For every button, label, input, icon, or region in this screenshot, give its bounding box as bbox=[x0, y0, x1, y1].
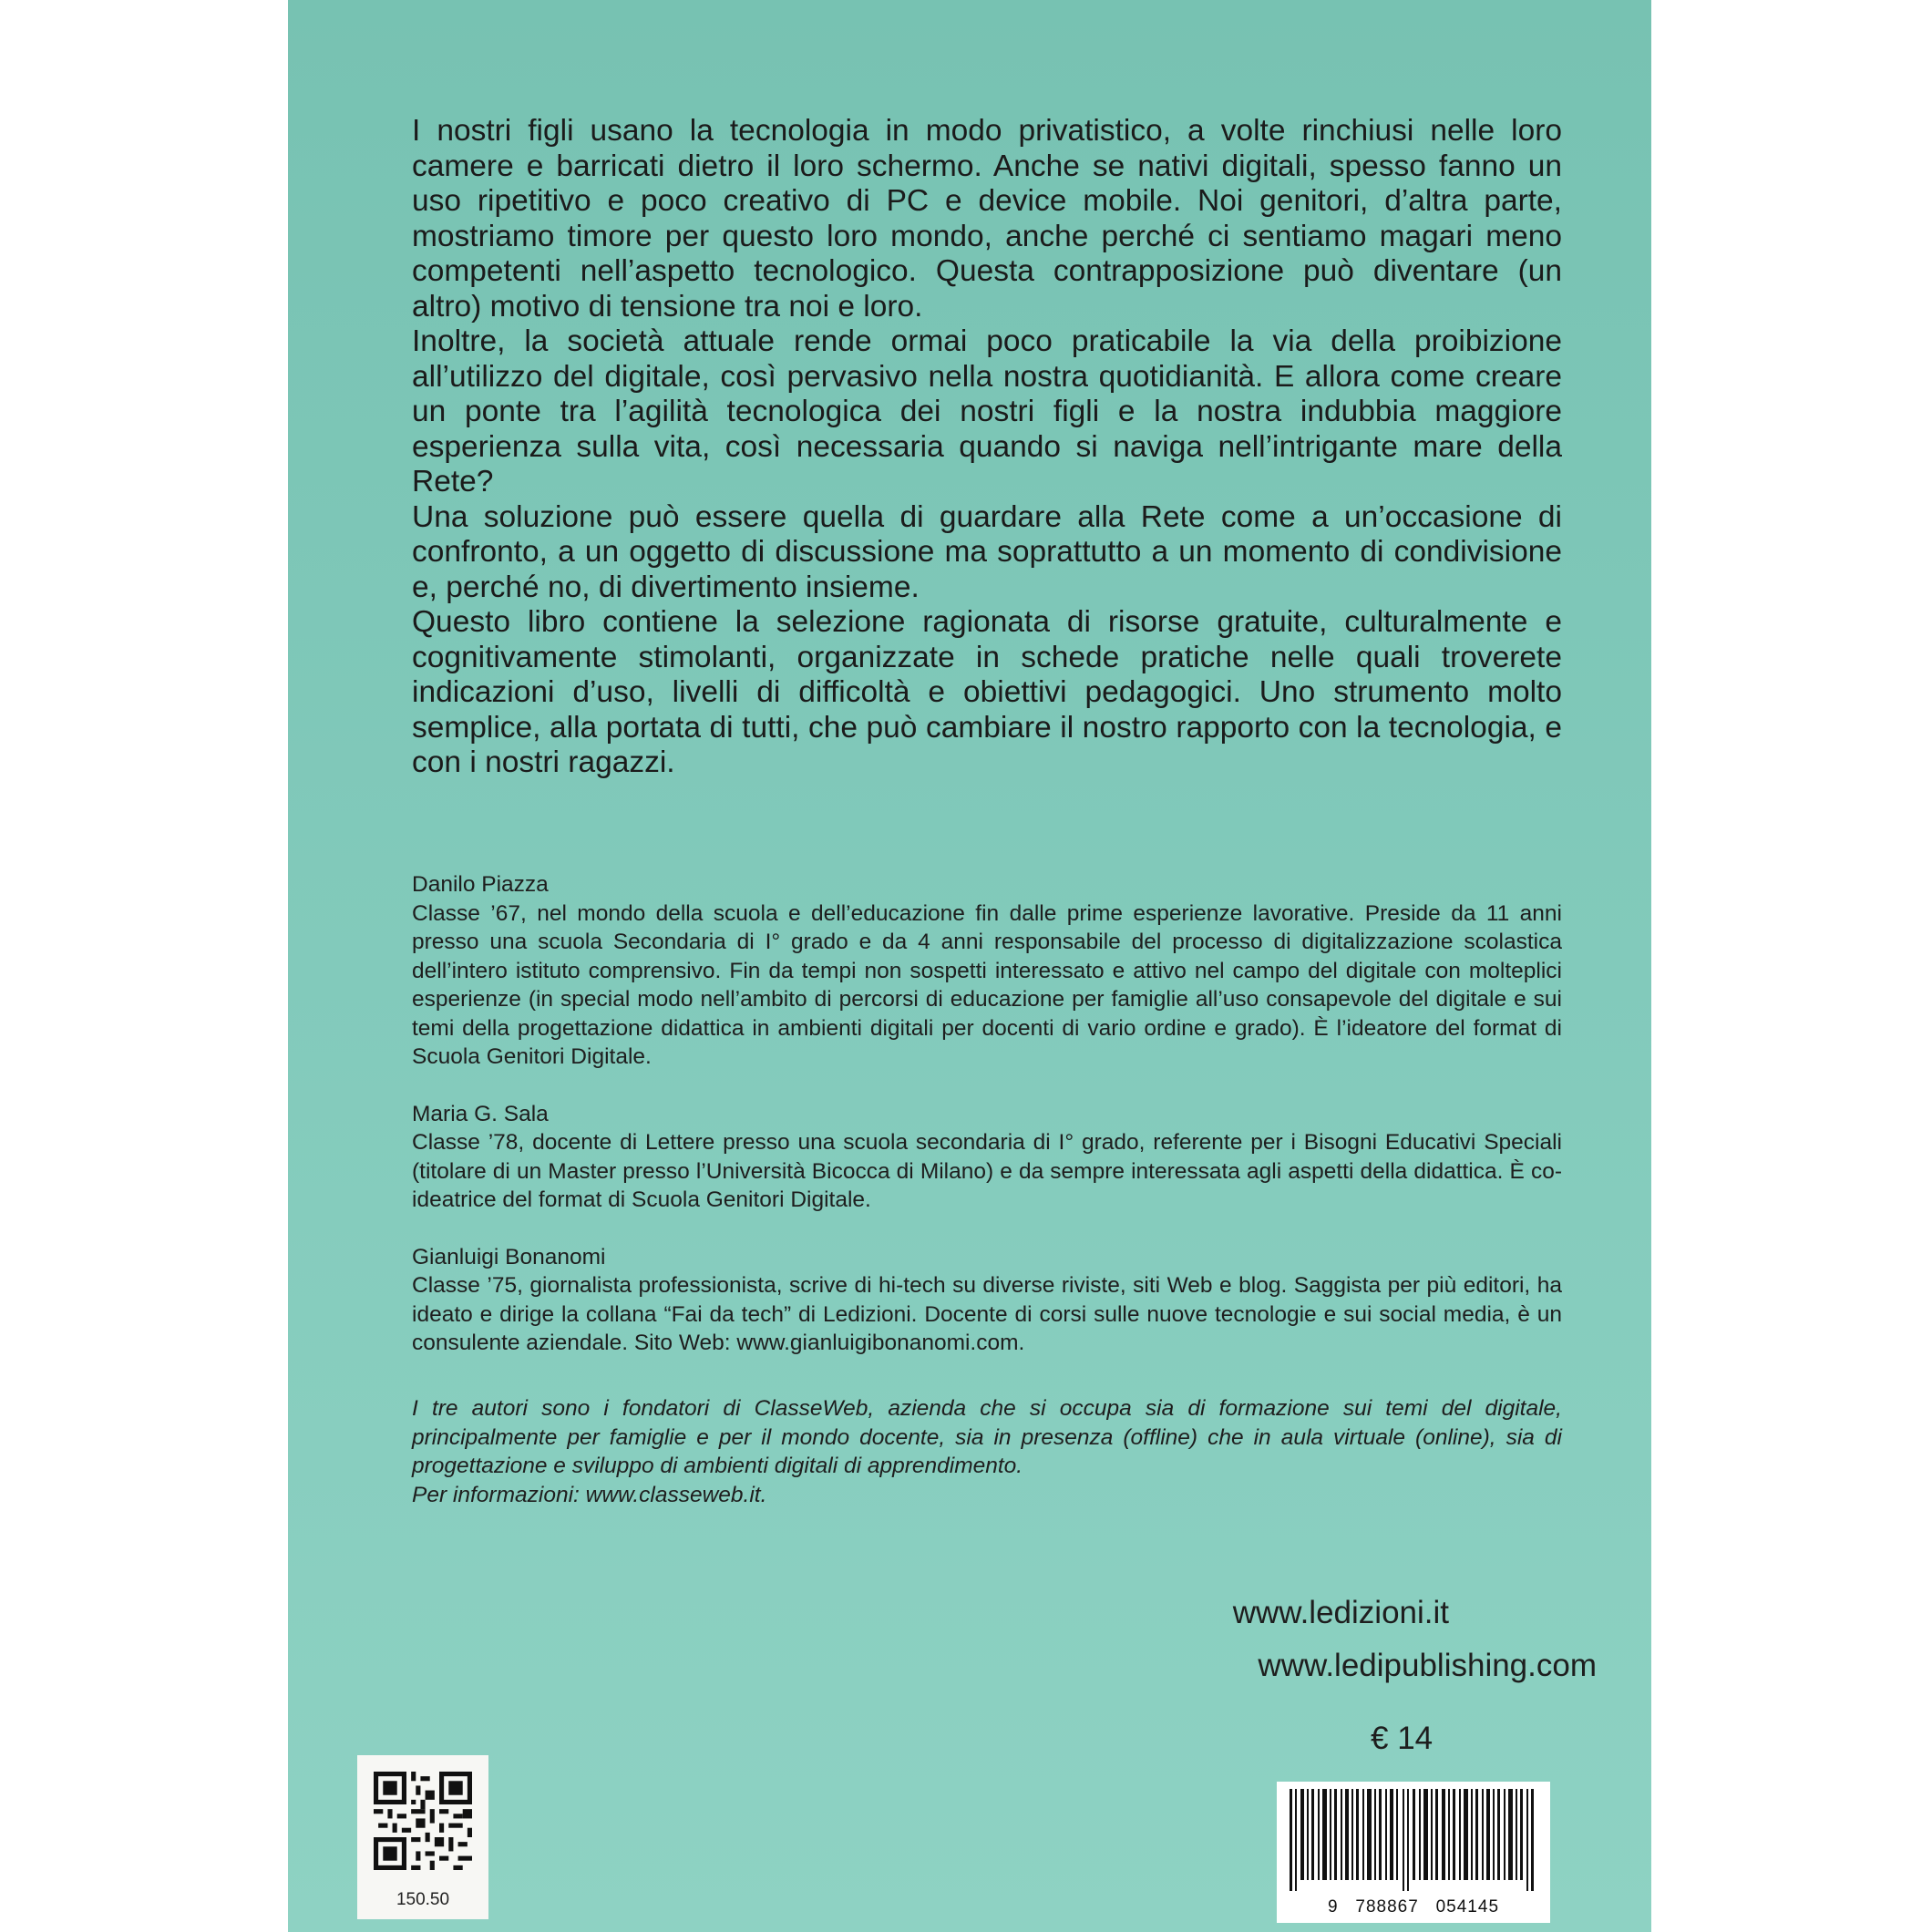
author-name: Danilo Piazza bbox=[412, 872, 549, 897]
barcode-icon bbox=[1288, 1789, 1539, 1891]
author-bio-sala bbox=[412, 1100, 1562, 1215]
qr-code-icon bbox=[374, 1772, 472, 1870]
blurb-paragraph-3: Una soluzione può essere quella di guardare alla Rete come a un’occasione di confronto, a un oggetto di discussione ma soprattutto a un momento di condivisione e, perché no, di divertimento insieme. bbox=[412, 499, 1562, 604]
author-bios bbox=[412, 870, 1562, 1386]
blurb-text bbox=[412, 114, 1562, 781]
classeweb-description: I tre autori sono i fondatori di ClasseWeb, azienda che si occupa sia di formazione sui temi del digitale, principalmente per famiglie e per il mondo docente, sia in presenza (offline) che in aula virtuale (online), sia di progettazione e sviluppo di ambienti digitali di apprendimento. bbox=[412, 1396, 1562, 1478]
isbn-number: 9 788867 054145 bbox=[1327, 1897, 1500, 1917]
blurb-paragraph-1: I nostri figli usano la tecnologia in modo privatistico, a volte rinchiusi nelle loro camere e barricati dietro il loro schermo. Anche se nativi digitali, spesso fanno un uso ripetitivo e poco creativo di PC e device mobile. Noi genitori, d’altra parte, mostriamo timore per questo loro mondo, anche perché ci sentiamo magari meno competenti nell’aspetto tecnologico. Questa contrapposizione può diventare (un altro) motivo di tensione tra noi e loro. bbox=[412, 114, 1562, 324]
isbn-barcode bbox=[1277, 1782, 1550, 1923]
classeweb-info: Per informazioni: www.classeweb.it. bbox=[412, 1482, 767, 1507]
publisher-website-ledizioni: www.ledizioni.it bbox=[1232, 1595, 1449, 1630]
blurb-paragraph-4: Questo libro contiene la selezione ragionata di risorse gratuite, culturalmente e cognitivamente stimolanti, organizzate in schede pratiche nelle quali troverete indicazioni d’uso, livelli di difficoltà e obiettivi pedagogici. Uno strumento molto semplice, alla portata di tutti, che può cambiare il nostro rapporto con la tecnologia, e con i nostri ragazzi. bbox=[412, 605, 1562, 779]
price-label: € 14 bbox=[1371, 1721, 1434, 1756]
qr-code-number: 150.50 bbox=[396, 1890, 450, 1909]
author-description: Classe ’78, docente di Lettere presso una scuola secondaria di I° grado, referente per i Bisogni Educativi Speciali (titolare di un Master presso l’Università Bicocca di Milano) e da sempre interessata agli aspetti della didattica. È co-ideatrice del format di Scuola Genitori Digitale. bbox=[412, 1130, 1562, 1212]
author-name: Gianluigi Bonanomi bbox=[412, 1244, 606, 1269]
book-back-cover bbox=[288, 0, 1651, 1932]
author-name: Maria G. Sala bbox=[412, 1101, 549, 1126]
classeweb-note bbox=[412, 1394, 1562, 1509]
blurb-paragraph-2: Inoltre, la società attuale rende ormai poco praticabile la via della proibizione all’utilizzo del digitale, così pervasivo nella nostra quotidianità. E allora come creare un ponte tra l’agilità tecnologica dei nostri figli e la nostra indubbia maggiore esperienza sulla vita, così necessaria quando si naviga nell’intrigante mare della Rete? bbox=[412, 324, 1562, 498]
author-description: Classe ’75, giornalista professionista, scrive di hi-tech su diverse riviste, siti Web e blog. Saggista per più editori, ha ideato e dirige la collana “Fai da tech” di Ledizioni. Docente di corsi sulle nuove tecnologie e sui social media, è un consulente aziendale. Sito Web: www.gianluigibonanomi.com. bbox=[412, 1273, 1562, 1355]
author-bio-bonanomi bbox=[412, 1243, 1562, 1358]
publisher-website-ledipublishing: www.ledipublishing.com bbox=[1258, 1648, 1597, 1683]
author-description: Classe ’67, nel mondo della scuola e dell’educazione fin dalle prime esperienze lavorative. Preside da 11 anni presso una scuola Secondaria di I° grado e da 4 anni responsabile del processo di digitalizzazione scolastica dell’intero istituto comprensivo. Fin da tempi non sospetti interessato e attivo nel campo del digitale con molteplici esperienze (in special modo nell’ambito di percorsi di educazione per famiglie all’uso consapevole del digitale e sui temi della progettazione didattica in ambienti digitali per docenti di vario ordine e grado). È l’ideatore del format di Scuola Genitori Digitale. bbox=[412, 900, 1562, 1069]
author-bio-piazza bbox=[412, 870, 1562, 1072]
qr-sticker bbox=[357, 1755, 488, 1919]
